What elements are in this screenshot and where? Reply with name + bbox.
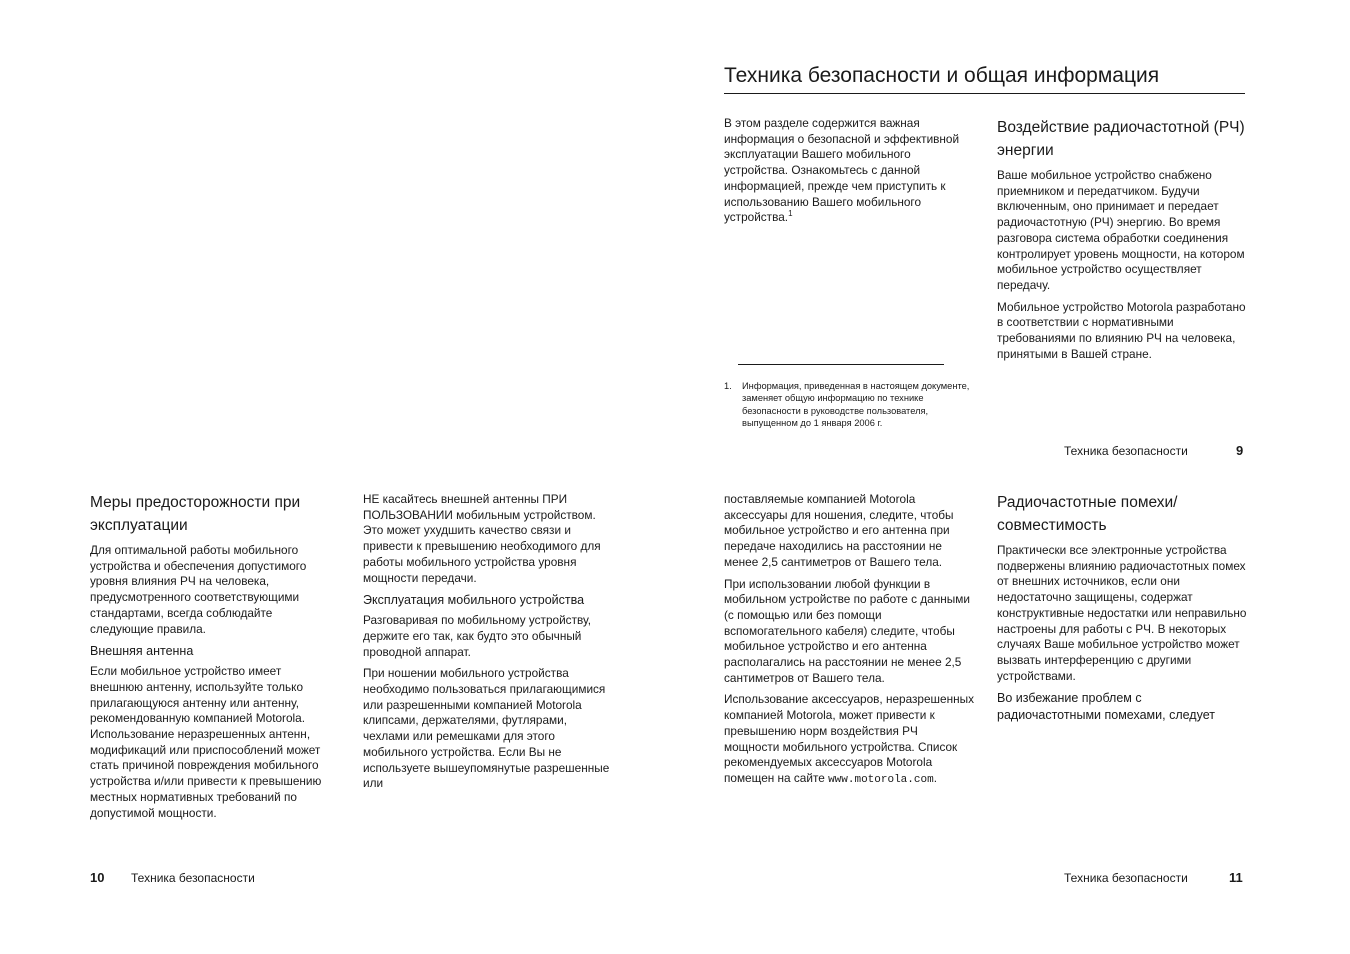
intro-column — [724, 116, 974, 232]
website-link[interactable]: www.motorola.com — [828, 773, 934, 786]
page11-column-2 — [997, 491, 1247, 730]
intro-text: В этом разделе содержится важная информация о безопасной и эффективной эксплуатации Вашего мобильного устройства. Ознакомьтесь с данной информацией, прежде чем приступить к использованию Вашего мобильного устройства. — [724, 116, 960, 225]
antenna-warning-paragraph: НЕ касайтесь внешней антенны ПРИ ПОЛЬЗОВАНИИ мобильным устройством. Это может ухудшить качество связи и привести к превышению необходимого для работы мобильного устройства уровня мощности передачи. — [363, 492, 601, 585]
accessories-text: Использование аксессуаров, неразрешенных компанией Motorola, может привести к превышению норм воздействия РЧ мощности мобильного устройства. Список рекомендуемых аксессуаров Motorola помещен на сайте — [724, 692, 974, 785]
rf-energy-paragraph-1: Ваше мобильное устройство снабжено приемником и передатчиком. Будучи включенным, оно принимает и передает радиочастотную (РЧ) энергию. Во время разговора система обработки соединения контролирует уровень мощности, на котором мобильное устройство осуществляет передачу. — [997, 168, 1245, 292]
page11-column-1 — [724, 492, 974, 795]
footnote — [724, 380, 974, 430]
rf-energy-heading: Воздействие радиочастотной (РЧ) энергии — [997, 119, 1245, 159]
external-antenna-heading: Внешняя антенна — [90, 644, 194, 659]
rf-interference-heading: Радиочастотные помехи/ совместимость — [997, 494, 1178, 534]
page10-column-2 — [363, 492, 613, 798]
device-operation-paragraph-1: Разговаривая по мобильному устройству, держите его так, как будто это обычный проводной аппарат. — [363, 613, 591, 659]
precautions-heading: Меры предосторожности при эксплуатации — [90, 494, 301, 534]
data-function-paragraph: При использовании любой функции в мобильном устройстве по работе с данными (с помощью или без помощи вспомогательного кабеля) следите, чтобы мобильное устройство и его антенна располагались на расстоянии не менее 2,5 сантиметров от Вашего тела. — [724, 576, 970, 685]
external-antenna-paragraph: Если мобильное устройство имеет внешнюю антенну, используйте только прилагающуюся антенну или антенну, рекомендованную компанией Motorola. Использование неразрешенных антенн, модификаций или приспособлений может стать причиной повреждения мобильного устройства и/или привести к превышению местных нормативных требований по допустимой мощности. — [90, 664, 322, 820]
rf-energy-column — [997, 116, 1247, 368]
footnote-divider — [738, 364, 944, 365]
footnote-reference[interactable]: 1 — [788, 209, 793, 219]
rf-interference-paragraph-1: Практически все электронные устройства подвержены влиянию радиочастотных помех от внешних источников, если они недостаточно защищены, содержат конструктивные недостатки или неправильно настроены для работы с РЧ. В некоторых случаях Ваше мобильное устройство может вызвать интерференцию с другими устройствами. — [997, 543, 1247, 683]
page9-footer-label: Техника безопасности — [1064, 444, 1188, 458]
device-operation-paragraph-2: При ношении мобильного устройства необходимо пользоваться прилагающимися или разрешенными компанией Motorola клипсами, держателями, футлярами, чехлами или ремешками для этого мобильного устройства. Если Вы не используете вышеупомянутые разрешенные или — [363, 666, 610, 791]
footnote-text: Информация, приведенная в настоящем документе, заменяет общую информацию по технике безопасности в руководстве пользователя, выпущенном до 1 января 2006 г. — [742, 381, 970, 429]
footnote-number: 1. — [724, 381, 732, 391]
carry-accessories-paragraph: поставляемые компанией Motorola аксессуары для ношения, следите, чтобы мобильное устройство и его антенна при передаче находились на расстоянии не менее 2,5 сантиметров от Вашего тела. — [724, 492, 954, 569]
accessories-paragraph — [724, 692, 974, 788]
rf-interference-paragraph-2: Во избежание проблем с радиочастотными помехами, следует — [997, 691, 1215, 723]
page-title: Техника безопасности и общая информация — [724, 62, 1245, 94]
page10-footer-label: Техника безопасности — [131, 871, 255, 885]
page10-column-1 — [90, 491, 335, 827]
page10-number: 10 — [90, 870, 105, 885]
precautions-paragraph: Для оптимальной работы мобильного устройства и обеспечения допустимого уровня влияния РЧ на человека, предусмотренного соответствующими стандартами, всегда соблюдайте следующие правила. — [90, 543, 307, 636]
page11-number: 11 — [1229, 870, 1243, 885]
device-operation-heading: Эксплуатация мобильного устройства — [363, 593, 585, 608]
page9-number: 9 — [1236, 443, 1244, 458]
intro-paragraph — [724, 116, 974, 226]
website-period: . — [933, 770, 937, 785]
page11-footer-label: Техника безопасности — [1064, 871, 1188, 885]
rf-energy-paragraph-2: Мобильное устройство Motorola разработано в соответствии с нормативными требованиями по влиянию РЧ на человека, принятыми в Вашей стране. — [997, 299, 1246, 361]
